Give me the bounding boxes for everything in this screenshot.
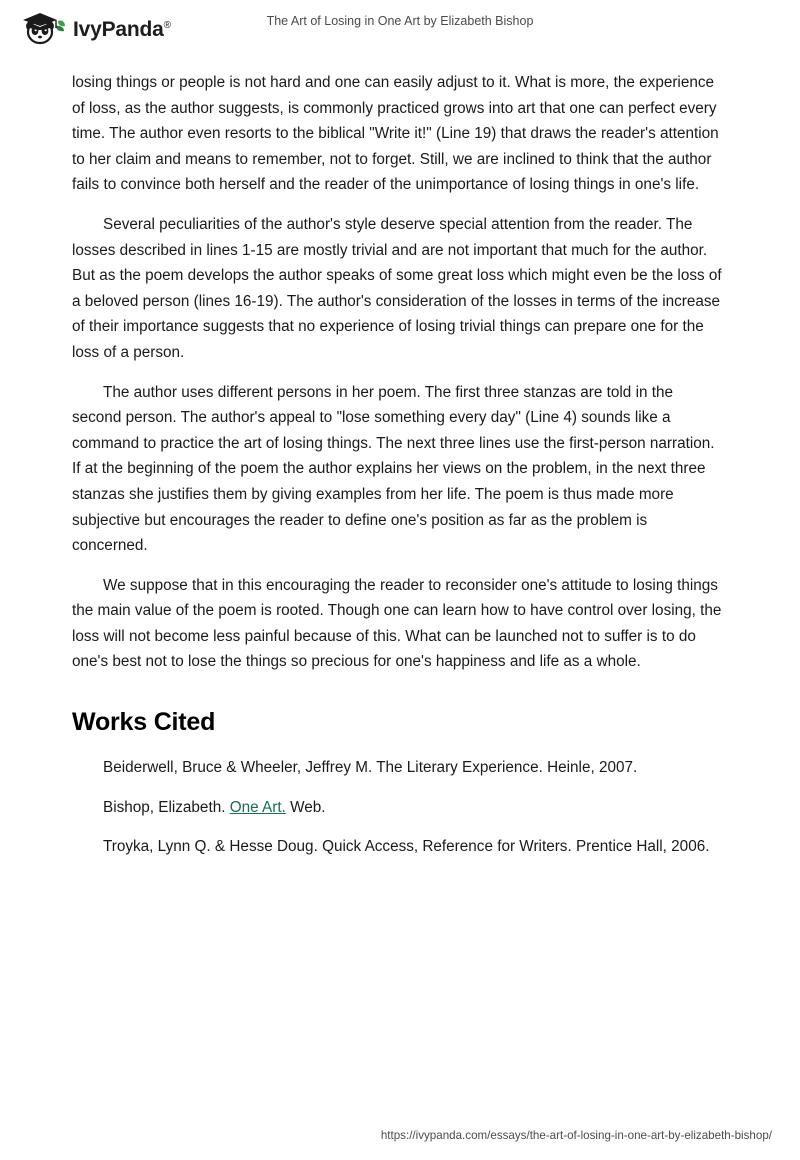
citation-item — [72, 834, 724, 860]
brand-name: IvyPanda® — [73, 18, 171, 41]
works-cited-heading: Works Cited — [72, 708, 216, 737]
citation-text: Beiderwell, Bruce & Wheeler, Jeffrey M. The Literary Experience. Heinle, 2007. — [103, 759, 638, 777]
document-body — [72, 70, 724, 860]
page-title: The Art of Losing in One Art by Elizabeth Bishop — [266, 14, 534, 28]
brand-registered-mark: ® — [163, 20, 171, 31]
citation-text: Bishop, Elizabeth. — [103, 798, 230, 816]
paragraph: The author uses different persons in her poem. The first three stanzas are told in the second person. The author's appeal to "lose something every day" (Line 4) sounds like a command to practice the art of losing things. The next three lines use the first-person narration. If at the beginning of the poem the author explains her views on the problem, in the next three stanzas she justifies them by giving examples from her life. The poem is thus made more subjective but encourages the reader to define one's position as far as the problem is concerned. — [72, 383, 715, 555]
paragraph: Several peculiarities of the author's style deserve special attention from the reader. The losses described in lines 1-15 are mostly trivial and are not important that much for the author. But as the poem develops the author speaks of some great loss which might even be the loss of a beloved person (lines 16-19). The author's consideration of the losses in terms of the increase of their importance suggests that no experience of losing trivial things can prepare one for the loss of a person. — [72, 215, 722, 361]
paragraph: losing things or people is not hard and one can easily adjust to it. What is more, the experience of loss, as the author suggests, is commonly practiced grows into art that one can perfect every time. The author even resorts to the biblical "Write it!" (Line 19) that draws the reader's attention to her claim and means to remember, not to forget. Still, we are inclined to think that the author fails to convince both herself and the reader of the unimportance of losing things in one's life. — [72, 74, 719, 194]
citation-text-after: Web. — [285, 798, 326, 816]
citation-item — [72, 755, 724, 781]
citation-text: Troyka, Lynn Q. & Hesse Doug. Quick Access, Reference for Writers. Prentice Hall, 2006. — [103, 838, 710, 856]
citation-link[interactable]: One Art. — [229, 798, 286, 816]
page-header — [0, 0, 800, 58]
paragraph: We suppose that in this encouraging the reader to reconsider one's attitude to losing things the main value of the poem is rooted. Though one can learn how to have control over losing, the loss will not become less painful because of this. What can be launched not to suffer is to do one's best not to lose the things so precious for one's happiness and life as a whole. — [72, 576, 722, 671]
citation-item — [72, 795, 724, 821]
footer-source-url[interactable]: https://ivypanda.com/essays/the-art-of-losing-in-one-art-by-elizabeth-bishop/ — [380, 1129, 772, 1142]
